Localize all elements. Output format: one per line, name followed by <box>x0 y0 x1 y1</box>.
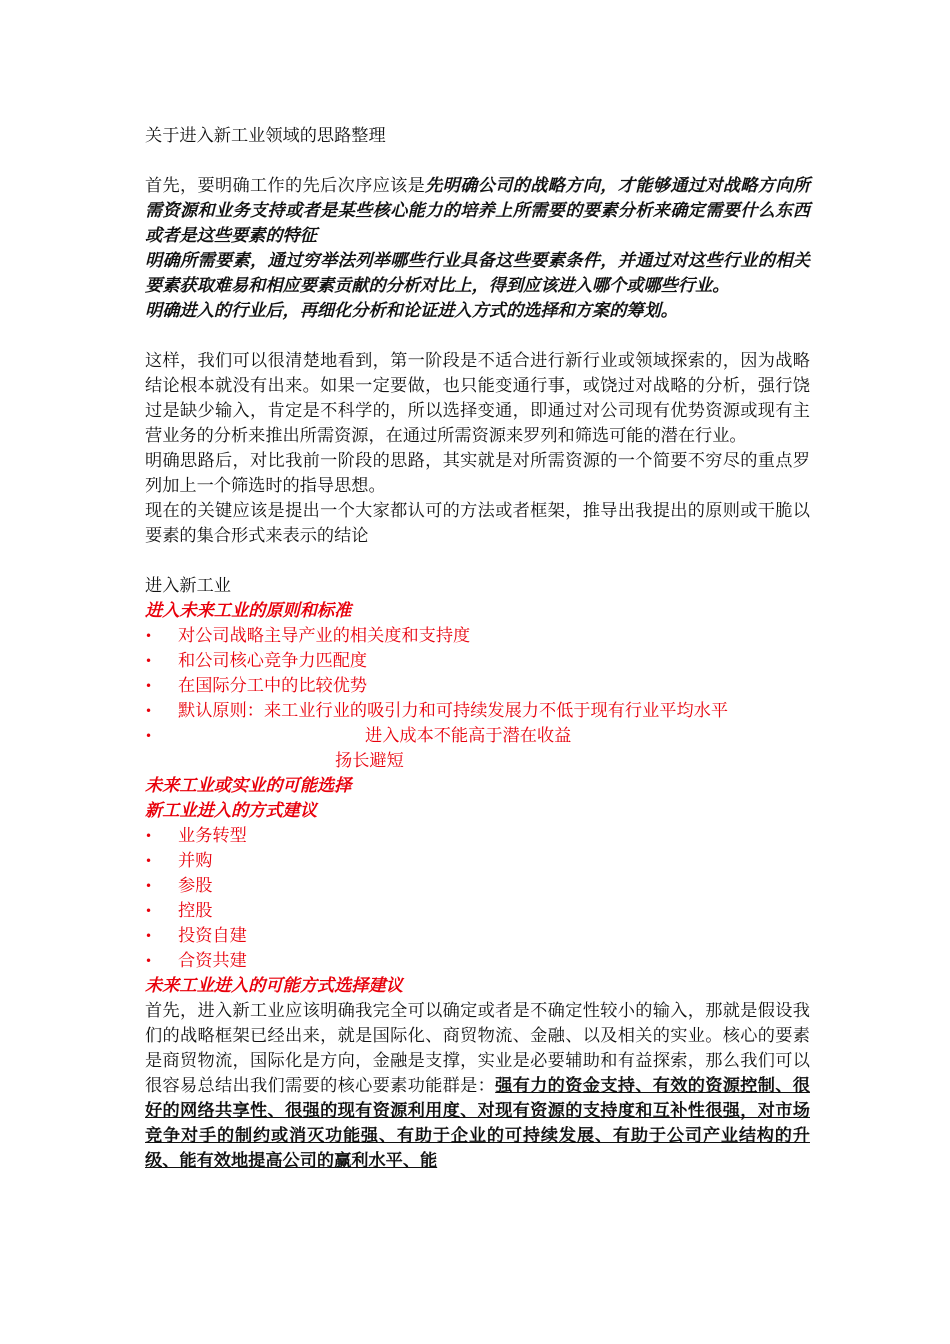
bullet-icon: • <box>145 729 153 743</box>
bullet-icon: • <box>145 904 153 918</box>
final-paragraph <box>145 999 810 1174</box>
bullet-icon: • <box>145 654 153 668</box>
list-item: • 进入成本不能高于潜在收益 <box>145 724 810 749</box>
bullet-icon: • <box>145 679 153 693</box>
modes-title: 新工业进入的方式建议 <box>145 801 317 821</box>
list-item: • 参股 <box>145 874 810 899</box>
final-plain-text: 首先，进入新工业应该明确我完全可以确定或者是不确定性较小的输入，那就是假设我们的战略框架已经出来，就是国际化、商贸物流、金融、以及相关的实业。核心的要素是商贸物流，国际化是方向，金融是支撑，实业是必要辅助和有益探索，那么我们可以很容易总结出我们需要的核心要素功能群是： <box>145 1001 810 1096</box>
list-item: • 控股 <box>145 899 810 924</box>
intro-lead: 首先，要明确工作的先后次序应该是 <box>145 176 426 196</box>
list-item: • 在国际分工中的比较优势 <box>145 674 810 699</box>
principles-title: 进入未来工业的原则和标准 <box>145 601 352 621</box>
bullet-icon: • <box>145 829 153 843</box>
intro-paragraph <box>145 174 810 249</box>
intro-emphasis: 先明确公司的战略方向，才能够通过对战略方向所需资源和业务支持或者是某些核心能力的培养上所需要的要素分析来确定需要什么东西或者是这些要素的特征 <box>145 176 810 246</box>
bullet-icon: • <box>145 879 153 893</box>
document-page <box>145 124 810 1174</box>
list-item: • 并购 <box>145 849 810 874</box>
suggest-title: 未来工业进入的可能方式选择建议 <box>145 976 403 996</box>
final-underlined-text: 强有力的资金支持、有效的资源控制、很好的网络共享性、很强的现有资源利用度、对现有资源的支持度和互补性很强，对市场竞争对手的制约或消灭功能强、有助于企业的可持续发展、有助于公司产业结构的升级、能有效地提高公司的赢利水平、能 <box>145 1076 810 1171</box>
analysis-paragraph-1: 这样，我们可以很清楚地看到，第一阶段是不适合进行新行业或领域探索的，因为战略结论根本就没有出来。如果一定要做，也只能变通行事，或饶过对战略的分析，强行饶过是缺少输入，肯定是不科学的，所以选择变通，即通过对公司现有优势资源或现有主营业务的分析来推出所需资源，在通过所需资源来罗列和筛选可能的潜在行业。 <box>145 351 810 446</box>
doc-title: 关于进入新工业领域的思路整理 <box>145 126 386 146</box>
intro-step-3: 明确进入的行业后，再细化分析和论证进入方式的选择和方案的筹划。 <box>145 301 678 321</box>
analysis-paragraph-2: 明确思路后，对比我前一阶段的思路，其实就是对所需资源的一个简要不穷尽的重点罗列加上一个筛选时的指导思想。 <box>145 451 810 496</box>
section-heading: 进入新工业 <box>145 576 231 596</box>
bullet-icon: • <box>145 954 153 968</box>
list-item-continuation: 扬长避短 <box>335 751 404 771</box>
list-item: • 业务转型 <box>145 824 810 849</box>
bullet-icon: • <box>145 704 153 718</box>
list-item: • 默认原则：来工业行业的吸引力和可持续发展力不低于现有行业平均水平 <box>145 699 810 724</box>
list-item: • 对公司战略主导产业的相关度和支持度 <box>145 624 810 649</box>
analysis-paragraph-3: 现在的关键应该是提出一个大家都认可的方法或者框架，推导出我提出的原则或干脆以要素的集合形式来表示的结论 <box>145 501 810 546</box>
choices-title: 未来工业或实业的可能选择 <box>145 776 352 796</box>
intro-step-2: 明确所需要素，通过穷举法列举哪些行业具备这些要素条件，并通过对这些行业的相关要素获取难易和相应要素贡献的分析对比上，得到应该进入哪个或哪些行业。 <box>145 251 810 296</box>
principles-list <box>145 624 810 774</box>
bullet-icon: • <box>145 929 153 943</box>
modes-list <box>145 824 810 974</box>
bullet-icon: • <box>145 854 153 868</box>
list-item: • 和公司核心竞争力匹配度 <box>145 649 810 674</box>
list-item: • 投资自建 <box>145 924 810 949</box>
bullet-icon: • <box>145 629 153 643</box>
list-item: • 合资共建 <box>145 949 810 974</box>
